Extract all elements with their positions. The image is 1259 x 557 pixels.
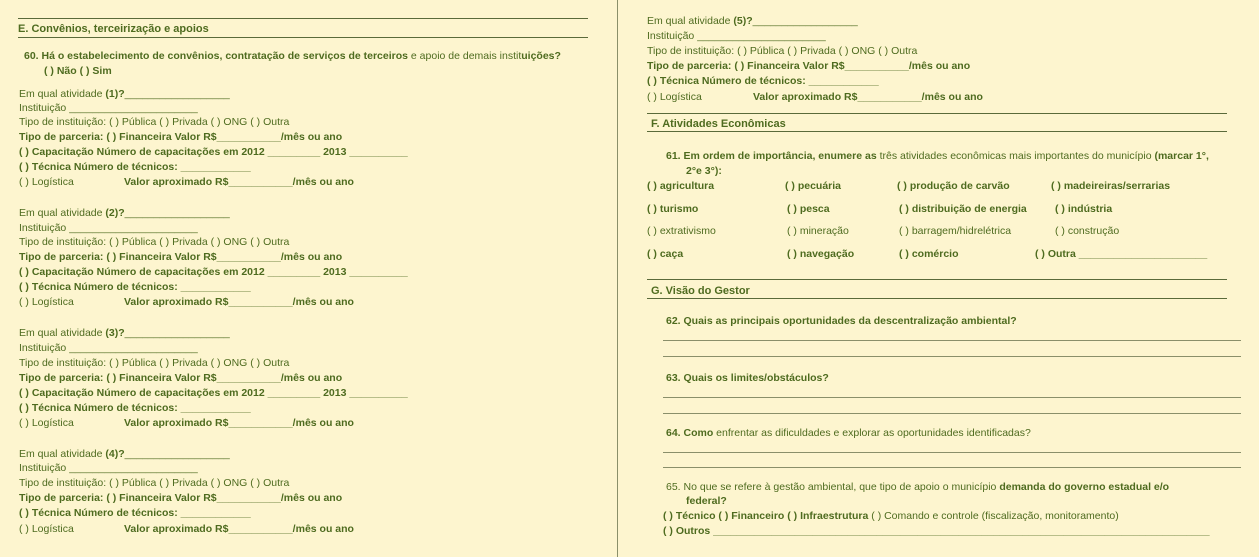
question-64: 64. Como enfrentar as dificuldades e explorar as oportunidades identificadas? [666, 427, 1031, 439]
partnership-type[interactable]: Tipo de parceria: ( ) Financeira Valor R$___________/mês ou ano [19, 372, 343, 384]
institution-field[interactable]: Instituição ______________________ [19, 462, 198, 474]
institution-field[interactable]: Instituição ______________________ [647, 30, 826, 42]
answer-line-64a[interactable] [663, 452, 1241, 453]
option-turismo[interactable]: ( ) turismo [647, 203, 699, 215]
option-energia[interactable]: ( ) distribuição de energia [899, 203, 1027, 215]
institution-type[interactable]: Tipo de instituição: ( ) Pública ( ) Privada ( ) ONG ( ) Outra [19, 236, 290, 248]
option-comercio[interactable]: ( ) comércio [899, 248, 959, 260]
institution-type[interactable]: Tipo de instituição: ( ) Pública ( ) Privada ( ) ONG ( ) Outra [19, 116, 290, 128]
training-field[interactable]: ( ) Capacitação Número de capacitações em 2012 _________ 2013 __________ [19, 387, 408, 399]
technical-field[interactable]: ( ) Técnica Número de técnicos: ____________ [19, 281, 251, 293]
option-agricultura[interactable]: ( ) agricultura [647, 180, 715, 192]
option-madeireiras[interactable]: ( ) madeireiras/serrarias [1051, 180, 1171, 192]
training-field[interactable]: ( ) Capacitação Número de capacitações em 2012 _________ 2013 __________ [19, 266, 408, 278]
section-e-top-rule [18, 18, 588, 19]
answer-line-62b[interactable] [663, 356, 1241, 357]
question-60: 60. Há o estabelecimento de convênios, contratação de serviços de terceiros e apoio de demais instituições? [24, 50, 561, 62]
section-g-top-rule [647, 279, 1227, 280]
section-g-title: G. Visão do Gestor [651, 285, 750, 297]
section-f-title: F. Atividades Econômicas [651, 118, 786, 130]
option-navegacao[interactable]: ( ) navegação [787, 248, 855, 260]
partnership-type[interactable]: Tipo de parceria: ( ) Financeira Valor R$___________/mês ou ano [19, 492, 343, 504]
answer-line-63b[interactable] [663, 413, 1241, 414]
logistics-value[interactable]: Valor aproximado R$___________/mês ou ano [124, 176, 354, 188]
training-field[interactable]: ( ) Capacitação Número de capacitações em 2012 _________ 2013 __________ [19, 146, 408, 158]
logistics-option[interactable]: ( ) Logística [19, 523, 74, 535]
option-pesca[interactable]: ( ) pesca [787, 203, 830, 215]
section-f-top-rule [647, 113, 1227, 114]
option-industria[interactable]: ( ) indústria [1055, 203, 1113, 215]
partnership-type[interactable]: Tipo de parceria: ( ) Financeira Valor R$___________/mês ou ano [19, 131, 343, 143]
question-65: 65. No que se refere à gestão ambiental, que tipo de apoio o município demanda do governo estadual e/o [666, 481, 1170, 493]
logistics-option[interactable]: ( ) Logística [647, 91, 702, 103]
institution-type[interactable]: Tipo de instituição: ( ) Pública ( ) Privada ( ) ONG ( ) Outra [19, 477, 290, 489]
activity-question[interactable]: Em qual atividade (2)?__________________ [19, 207, 230, 219]
question-62: 62. Quais as principais oportunidades da descentralização ambiental? [666, 315, 1017, 327]
section-e-bottom-rule [18, 37, 588, 38]
question-61-cont: 2°e 3°): [686, 165, 722, 177]
column-divider [617, 0, 618, 557]
logistics-value[interactable]: Valor aproximado R$___________/mês ou ano [124, 417, 354, 429]
option-extrativismo[interactable]: ( ) extrativismo [647, 225, 716, 237]
logistics-value[interactable]: Valor aproximado R$___________/mês ou ano [753, 91, 983, 103]
institution-type[interactable]: Tipo de instituição: ( ) Pública ( ) Privada ( ) ONG ( ) Outra [647, 45, 918, 57]
partnership-type[interactable]: Tipo de parceria: ( ) Financeira Valor R$___________/mês ou ano [647, 60, 971, 72]
activity-question[interactable]: Em qual atividade (1)?__________________ [19, 88, 230, 100]
option-construcao[interactable]: ( ) construção [1055, 225, 1120, 237]
activity-question[interactable]: Em qual atividade (5)?__________________ [647, 15, 858, 27]
question-65-options[interactable]: ( ) Técnico ( ) Financeiro ( ) Infraestrutura ( ) Comando e controle (fiscalização, monitoramento) [663, 510, 1119, 522]
technical-field[interactable]: ( ) Técnica Número de técnicos: ____________ [19, 402, 251, 414]
option-outra[interactable]: ( ) Outra ______________________ [1035, 248, 1208, 260]
technical-field[interactable]: ( ) Técnica Número de técnicos: ____________ [19, 507, 251, 519]
logistics-option[interactable]: ( ) Logística [19, 296, 74, 308]
logistics-value[interactable]: Valor aproximado R$___________/mês ou ano [124, 523, 354, 535]
option-carvao[interactable]: ( ) produção de carvão [897, 180, 1010, 192]
question-65-cont: federal? [686, 495, 727, 507]
logistics-option[interactable]: ( ) Logística [19, 417, 74, 429]
question-61: 61. Em ordem de importância, enumere as três atividades econômicas mais importantes do município (marcar 1°, [666, 150, 1209, 162]
technical-field[interactable]: ( ) Técnica Número de técnicos: ____________ [19, 161, 251, 173]
institution-field[interactable]: Instituição ______________________ [19, 222, 198, 234]
logistics-value[interactable]: Valor aproximado R$___________/mês ou ano [124, 296, 354, 308]
answer-line-63a[interactable] [663, 397, 1241, 398]
section-f-bottom-rule [647, 131, 1227, 132]
logistics-option[interactable]: ( ) Logística [19, 176, 74, 188]
section-g-bottom-rule [647, 298, 1227, 299]
institution-field[interactable]: Instituição ______________________ [19, 342, 198, 354]
option-pecuaria[interactable]: ( ) pecuária [785, 180, 842, 192]
partnership-type[interactable]: Tipo de parceria: ( ) Financeira Valor R$___________/mês ou ano [19, 251, 343, 263]
option-mineracao[interactable]: ( ) mineração [787, 225, 849, 237]
question-60-options[interactable]: ( ) Não ( ) Sim [44, 65, 112, 77]
answer-line-64b[interactable] [663, 467, 1241, 468]
activity-question[interactable]: Em qual atividade (4)?__________________ [19, 448, 230, 460]
technical-field[interactable]: ( ) Técnica Número de técnicos: ____________ [647, 75, 879, 87]
question-65-outros[interactable]: ( ) Outros _____________________________________________________________________________________ [663, 525, 1210, 537]
option-caca[interactable]: ( ) caça [647, 248, 684, 260]
activity-question[interactable]: Em qual atividade (3)?__________________ [19, 327, 230, 339]
institution-field[interactable]: Instituição ______________________ [19, 102, 198, 114]
answer-line-62a[interactable] [663, 340, 1241, 341]
option-barragem[interactable]: ( ) barragem/hidrelétrica [899, 225, 1012, 237]
section-e-title: E. Convênios, terceirização e apoios [18, 23, 209, 35]
institution-type[interactable]: Tipo de instituição: ( ) Pública ( ) Privada ( ) ONG ( ) Outra [19, 357, 290, 369]
question-63: 63. Quais os limites/obstáculos? [666, 372, 829, 384]
